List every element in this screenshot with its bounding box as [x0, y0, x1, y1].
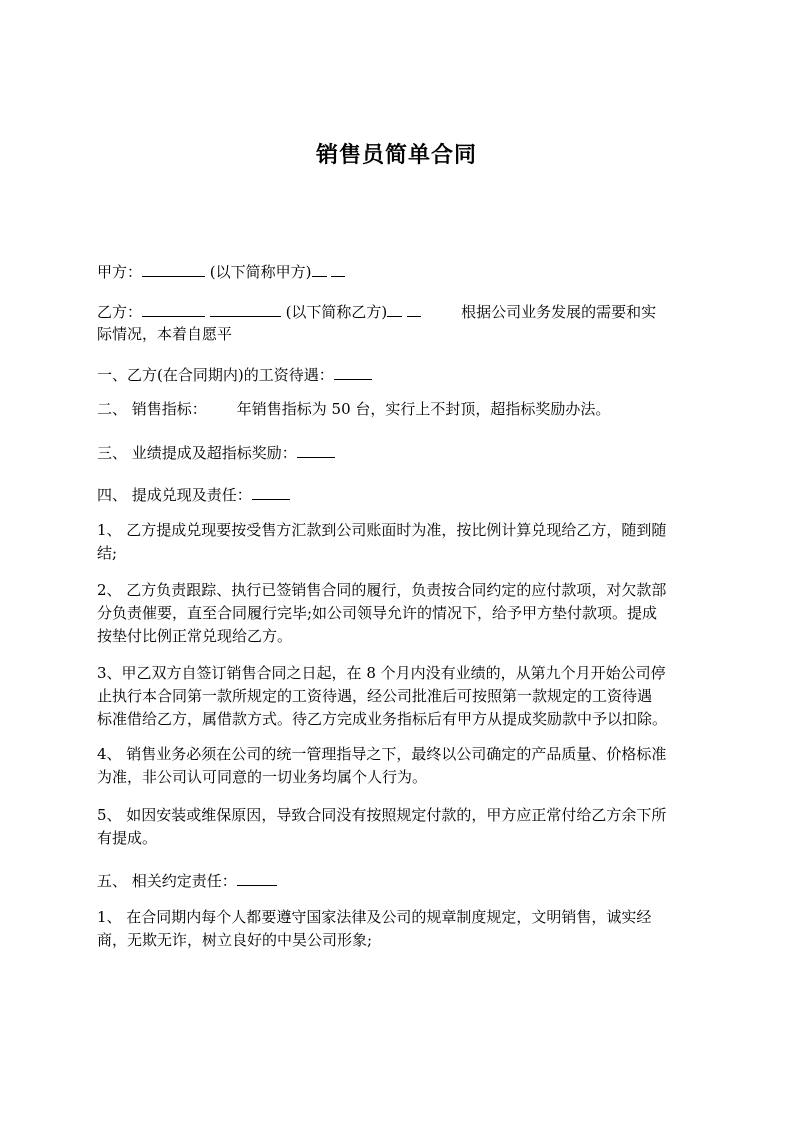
- party-b-blank-2: [210, 301, 281, 317]
- party-a-line: [97, 261, 345, 283]
- party-a-label: 甲方：: [97, 263, 143, 281]
- party-b-label: 乙方：: [97, 303, 143, 321]
- party-b-tail: 根据公司业务发展的需要和实: [461, 303, 657, 321]
- clause-line: 商，无欺无诈，树立良好的中昊公司形象;: [97, 931, 373, 949]
- section-1-blank: [334, 364, 372, 380]
- blank: [331, 261, 345, 277]
- clause-line: 结;: [97, 544, 118, 562]
- clause-line: 3、甲乙双方自签订销售合同之日起，在 8 个月内没有业绩的，从第九个月开始公司停: [97, 664, 666, 682]
- party-a-blank: [142, 261, 205, 277]
- section-4-blank: [252, 484, 290, 500]
- clause-line: 分负责催要，直至合同履行完毕;如公司领导允许的情况下，给予甲方垫付款项。提成: [97, 604, 658, 622]
- clause-line: 5、 如因安装或维保原因，导致合同没有按照规定付款的，甲方应正常付给乙方余下所: [97, 806, 667, 824]
- section-2: [97, 398, 610, 420]
- party-b-blank: [142, 301, 205, 317]
- section-5-text: 五、 相关约定责任：: [97, 872, 237, 890]
- blank: [312, 261, 327, 277]
- clause-line: 为准，非公司认可同意的一切业务均属个人行为。: [97, 768, 428, 786]
- clause-line: 止执行本合同第一款所规定的工资待遇，经公司批准后可按照第一款规定的工资待遇: [97, 687, 653, 705]
- section-4: [97, 484, 290, 506]
- section-3: [97, 442, 335, 464]
- section-1-text: 一、乙方(在合同期内)的工资待遇：: [97, 366, 334, 384]
- section-5: [97, 870, 277, 892]
- clause-4-1: [97, 519, 707, 565]
- clause-line: 按垫付比例正常兑现给乙方。: [97, 627, 293, 645]
- party-b-note: (以下简称乙方): [285, 303, 388, 321]
- clause-line: 2、 乙方负责跟踪、执行已签销售合同的履行，负责按合同约定的应付款项，对欠款部: [97, 581, 667, 599]
- party-b-line: [97, 301, 656, 323]
- section-5-blank: [237, 870, 277, 886]
- blank: [387, 301, 402, 317]
- section-2-head: 二、 销售指标：: [97, 400, 207, 418]
- party-a-note: (以下简称甲方): [209, 263, 312, 281]
- blank: [407, 301, 421, 317]
- clause-4-2: [97, 579, 707, 648]
- clause-4-5: [97, 804, 707, 850]
- section-4-text: 四、 提成兑现及责任：: [97, 486, 252, 504]
- section-3-text: 三、 业绩提成及超指标奖励：: [97, 444, 297, 462]
- clause-4-4: [97, 743, 707, 789]
- clause-line: 1、 乙方提成兑现要按受售方汇款到公司账面时为准，按比例计算兑现给乙方，随到随: [97, 521, 667, 539]
- clause-line: 有提成。: [97, 829, 158, 847]
- party-b-tail-line2: 际情况，本着自愿平: [97, 325, 233, 343]
- clause-line: 标准借给乙方，属借款方式。待乙方完成业务指标后有甲方从提成奖励款中予以扣除。: [97, 710, 668, 728]
- section-1: [97, 364, 372, 386]
- section-3-blank: [297, 442, 335, 458]
- section-2-body: 年销售指标为 50 台，实行上不封顶，超指标奖励办法。: [236, 400, 611, 418]
- clause-line: 4、 销售业务必须在公司的统一管理指导之下，最终以公司确定的产品质量、价格标准: [97, 745, 667, 763]
- clause-line: 1、 在合同期内每个人都要遵守国家法律及公司的规章制度规定，文明销售，诚实经: [97, 908, 652, 926]
- clause-5-1: [97, 906, 707, 952]
- clause-4-3: [97, 662, 707, 731]
- document-title: 销售员简单合同: [315, 143, 477, 168]
